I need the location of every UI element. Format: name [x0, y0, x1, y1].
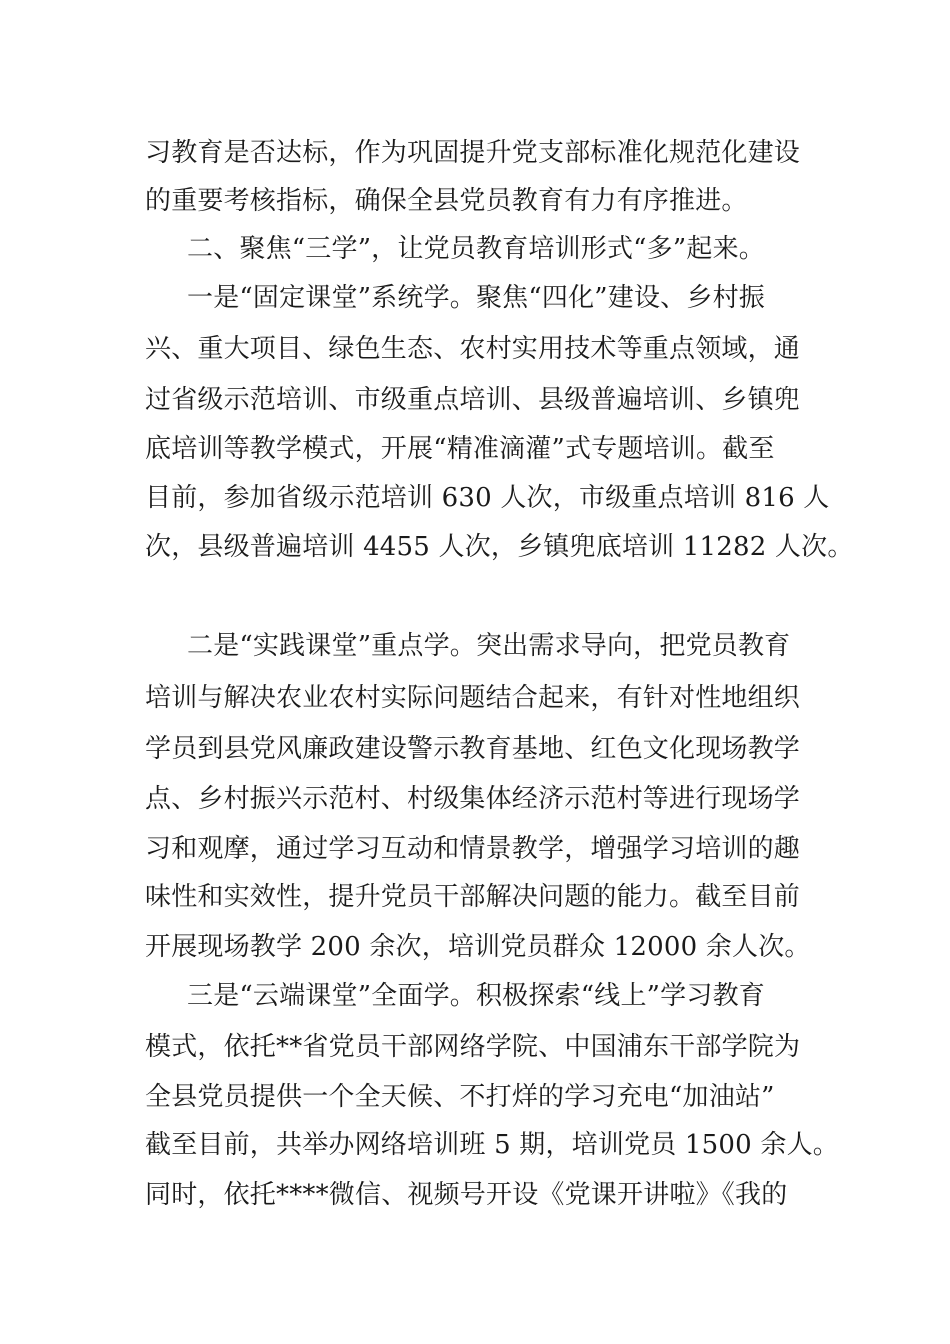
paragraph-line: 目前，参加省级示范培训 630 人次，市级重点培训 816 人	[145, 483, 830, 513]
paragraph-line: 模式，依托**省党员干部网络学院、中国浦东干部学院为	[145, 1032, 801, 1062]
paragraph-line: 开展现场教学 200 余次，培训党员群众 12000 余人次。	[145, 932, 811, 962]
paragraph-line: 过省级示范培训、市级重点培训、县级普遍培训、乡镇兜	[145, 385, 801, 415]
paragraph-line: 次，县级普遍培训 4455 人次，乡镇兜底培训 11282 人次。	[145, 532, 854, 562]
paragraph-line: 习教育是否达标，作为巩固提升党支部标准化规范化建设	[145, 138, 801, 168]
paragraph-line: 截至目前，共举办网络培训班 5 期，培训党员 1500 余人。	[145, 1130, 839, 1160]
section-heading: 二、聚焦“三学”，让党员教育培训形式“多”起来。	[187, 234, 765, 264]
paragraph-line: 味性和实效性，提升党员干部解决问题的能力。截至目前	[145, 882, 801, 912]
paragraph-line: 三是“云端课堂”全面学。积极探索“线上”学习教育	[187, 981, 765, 1011]
paragraph-line: 学员到县党风廉政建设警示教育基地、红色文化现场教学	[145, 734, 801, 764]
paragraph-line: 点、乡村振兴示范村、村级集体经济示范村等进行现场学	[145, 784, 801, 814]
paragraph-line: 培训与解决农业农村实际问题结合起来，有针对性地组织	[145, 683, 801, 713]
paragraph-line: 兴、重大项目、绿色生态、农村实用技术等重点领域，通	[145, 334, 801, 364]
paragraph-line: 底培训等教学模式，开展“精准滴灌”式专题培训。截至	[145, 434, 775, 464]
paragraph-line: 同时，依托****微信、视频号开设《党课开讲啦》《我的	[145, 1180, 788, 1210]
paragraph-line: 习和观摩，通过学习互动和情景教学，增强学习培训的趣	[145, 834, 801, 864]
paragraph-line: 一是“固定课堂”系统学。聚焦“四化”建设、乡村振	[187, 283, 765, 313]
paragraph-line: 的重要考核指标，确保全县党员教育有力有序推进。	[145, 186, 748, 216]
paragraph-line: 二是“实践课堂”重点学。突出需求导向，把党员教育	[187, 631, 791, 661]
paragraph-line: 全县党员提供一个全天候、不打烊的学习充电“加油站”	[145, 1082, 775, 1112]
